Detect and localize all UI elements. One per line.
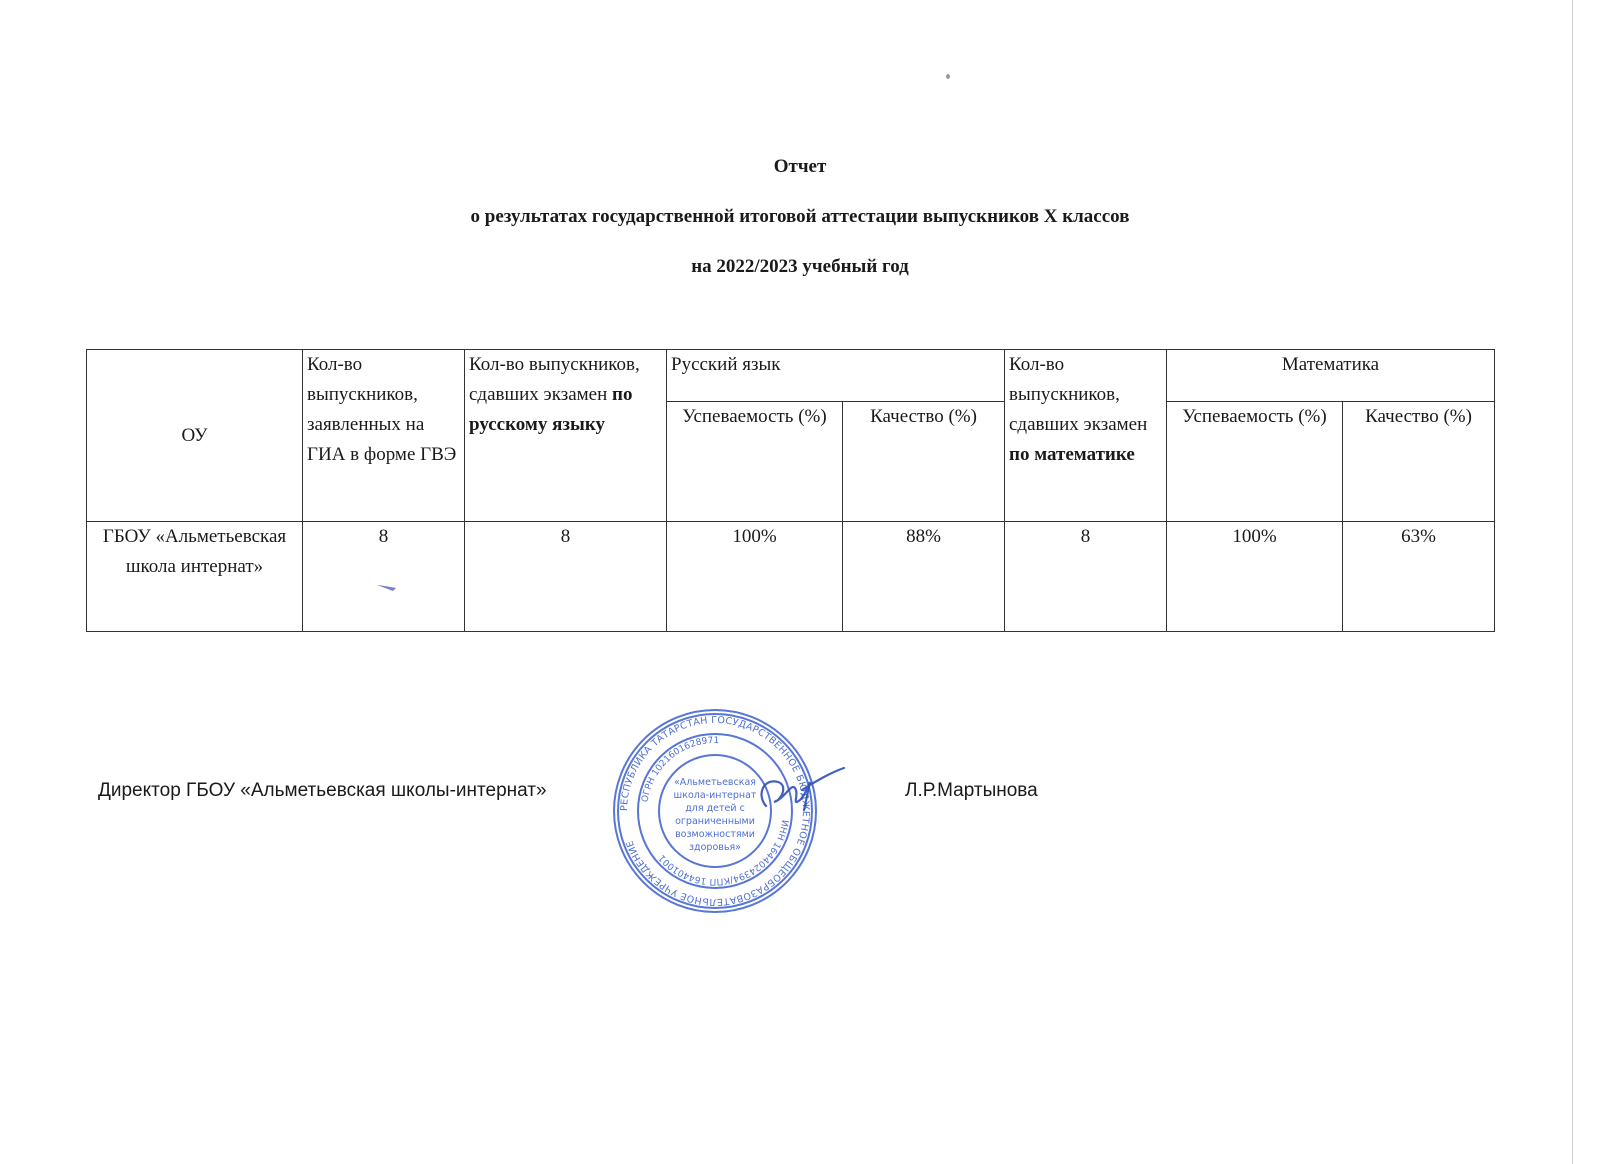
header-ou: ОУ [87, 350, 303, 522]
cell-registered: 8 [303, 522, 465, 632]
seal-inner-line: школа-интернат [673, 790, 757, 801]
seal-inner-line: здоровья» [689, 842, 741, 853]
signature-name: Л.Р.Мартынова [905, 780, 1038, 801]
seal-inner-line: возможностями [675, 829, 755, 840]
cell-russian-progress: 100% [667, 522, 843, 632]
header-russian-group: Русский язык [667, 350, 1005, 402]
header-registered: Кол-во выпускников, заявленных на ГИА в форме ГВЭ [303, 350, 465, 522]
seal-ogrn: ОГРН 1021601628971 [640, 735, 720, 804]
cell-passed-russian: 8 [465, 522, 667, 632]
header-passed-russian-prefix: Кол-во выпускников, сдавших экзамен [469, 354, 640, 405]
report-title: Отчет [773, 156, 827, 177]
header-passed-russian-bold: по русскому языку [469, 384, 633, 435]
pen-mark [376, 582, 400, 592]
header-passed-math [1005, 350, 1167, 522]
cell-passed-math: 8 [1005, 522, 1167, 632]
seal-inner-line: «Альметьевская [673, 777, 757, 788]
header-passed-russian [465, 350, 667, 522]
seal-inner-line: для детей с [685, 803, 745, 814]
signature-position: Директор ГБОУ «Альметьевская школы-интернат» [98, 780, 547, 801]
header-russian-quality: Качество (%) [843, 402, 1005, 522]
seal-inn: ИНН 1644024394/КПП 164401001 [657, 819, 790, 887]
scan-speck [946, 74, 950, 79]
table-row [87, 522, 1495, 632]
seal-outer-text: РЕСПУБЛИКА ТАТАРСТАН ГОСУДАРСТВЕННОЕ БЮДЖЕТНОЕ ОБЩЕОБРАЗОВАТЕЛЬНОЕ УЧРЕЖДЕНИЕ [618, 714, 812, 908]
cell-math-progress: 100% [1167, 522, 1343, 632]
report-year: на 2022/2023 учебный год [691, 256, 909, 277]
header-math-progress: Успеваемость (%) [1167, 402, 1343, 522]
results-table [86, 349, 1495, 632]
header-math-quality: Качество (%) [1343, 402, 1495, 522]
header-russian-progress: Успеваемость (%) [667, 402, 843, 522]
seal-inner-line: ограниченными [675, 816, 755, 827]
cell-math-quality: 63% [1343, 522, 1495, 632]
header-row-1 [87, 350, 1495, 402]
cell-ou: ГБОУ «Альметьевская школа интернат» [87, 522, 303, 632]
cell-russian-quality: 88% [843, 522, 1005, 632]
report-subtitle: о результатах государственной итоговой аттестации выпускников Х классов [470, 206, 1130, 227]
handwritten-signature [752, 760, 847, 820]
header-math-group: Математика [1167, 350, 1495, 402]
header-passed-math-prefix: Кол-во выпускников, сдавших экзамен [1009, 354, 1148, 435]
header-passed-math-bold: по математике [1009, 444, 1135, 465]
